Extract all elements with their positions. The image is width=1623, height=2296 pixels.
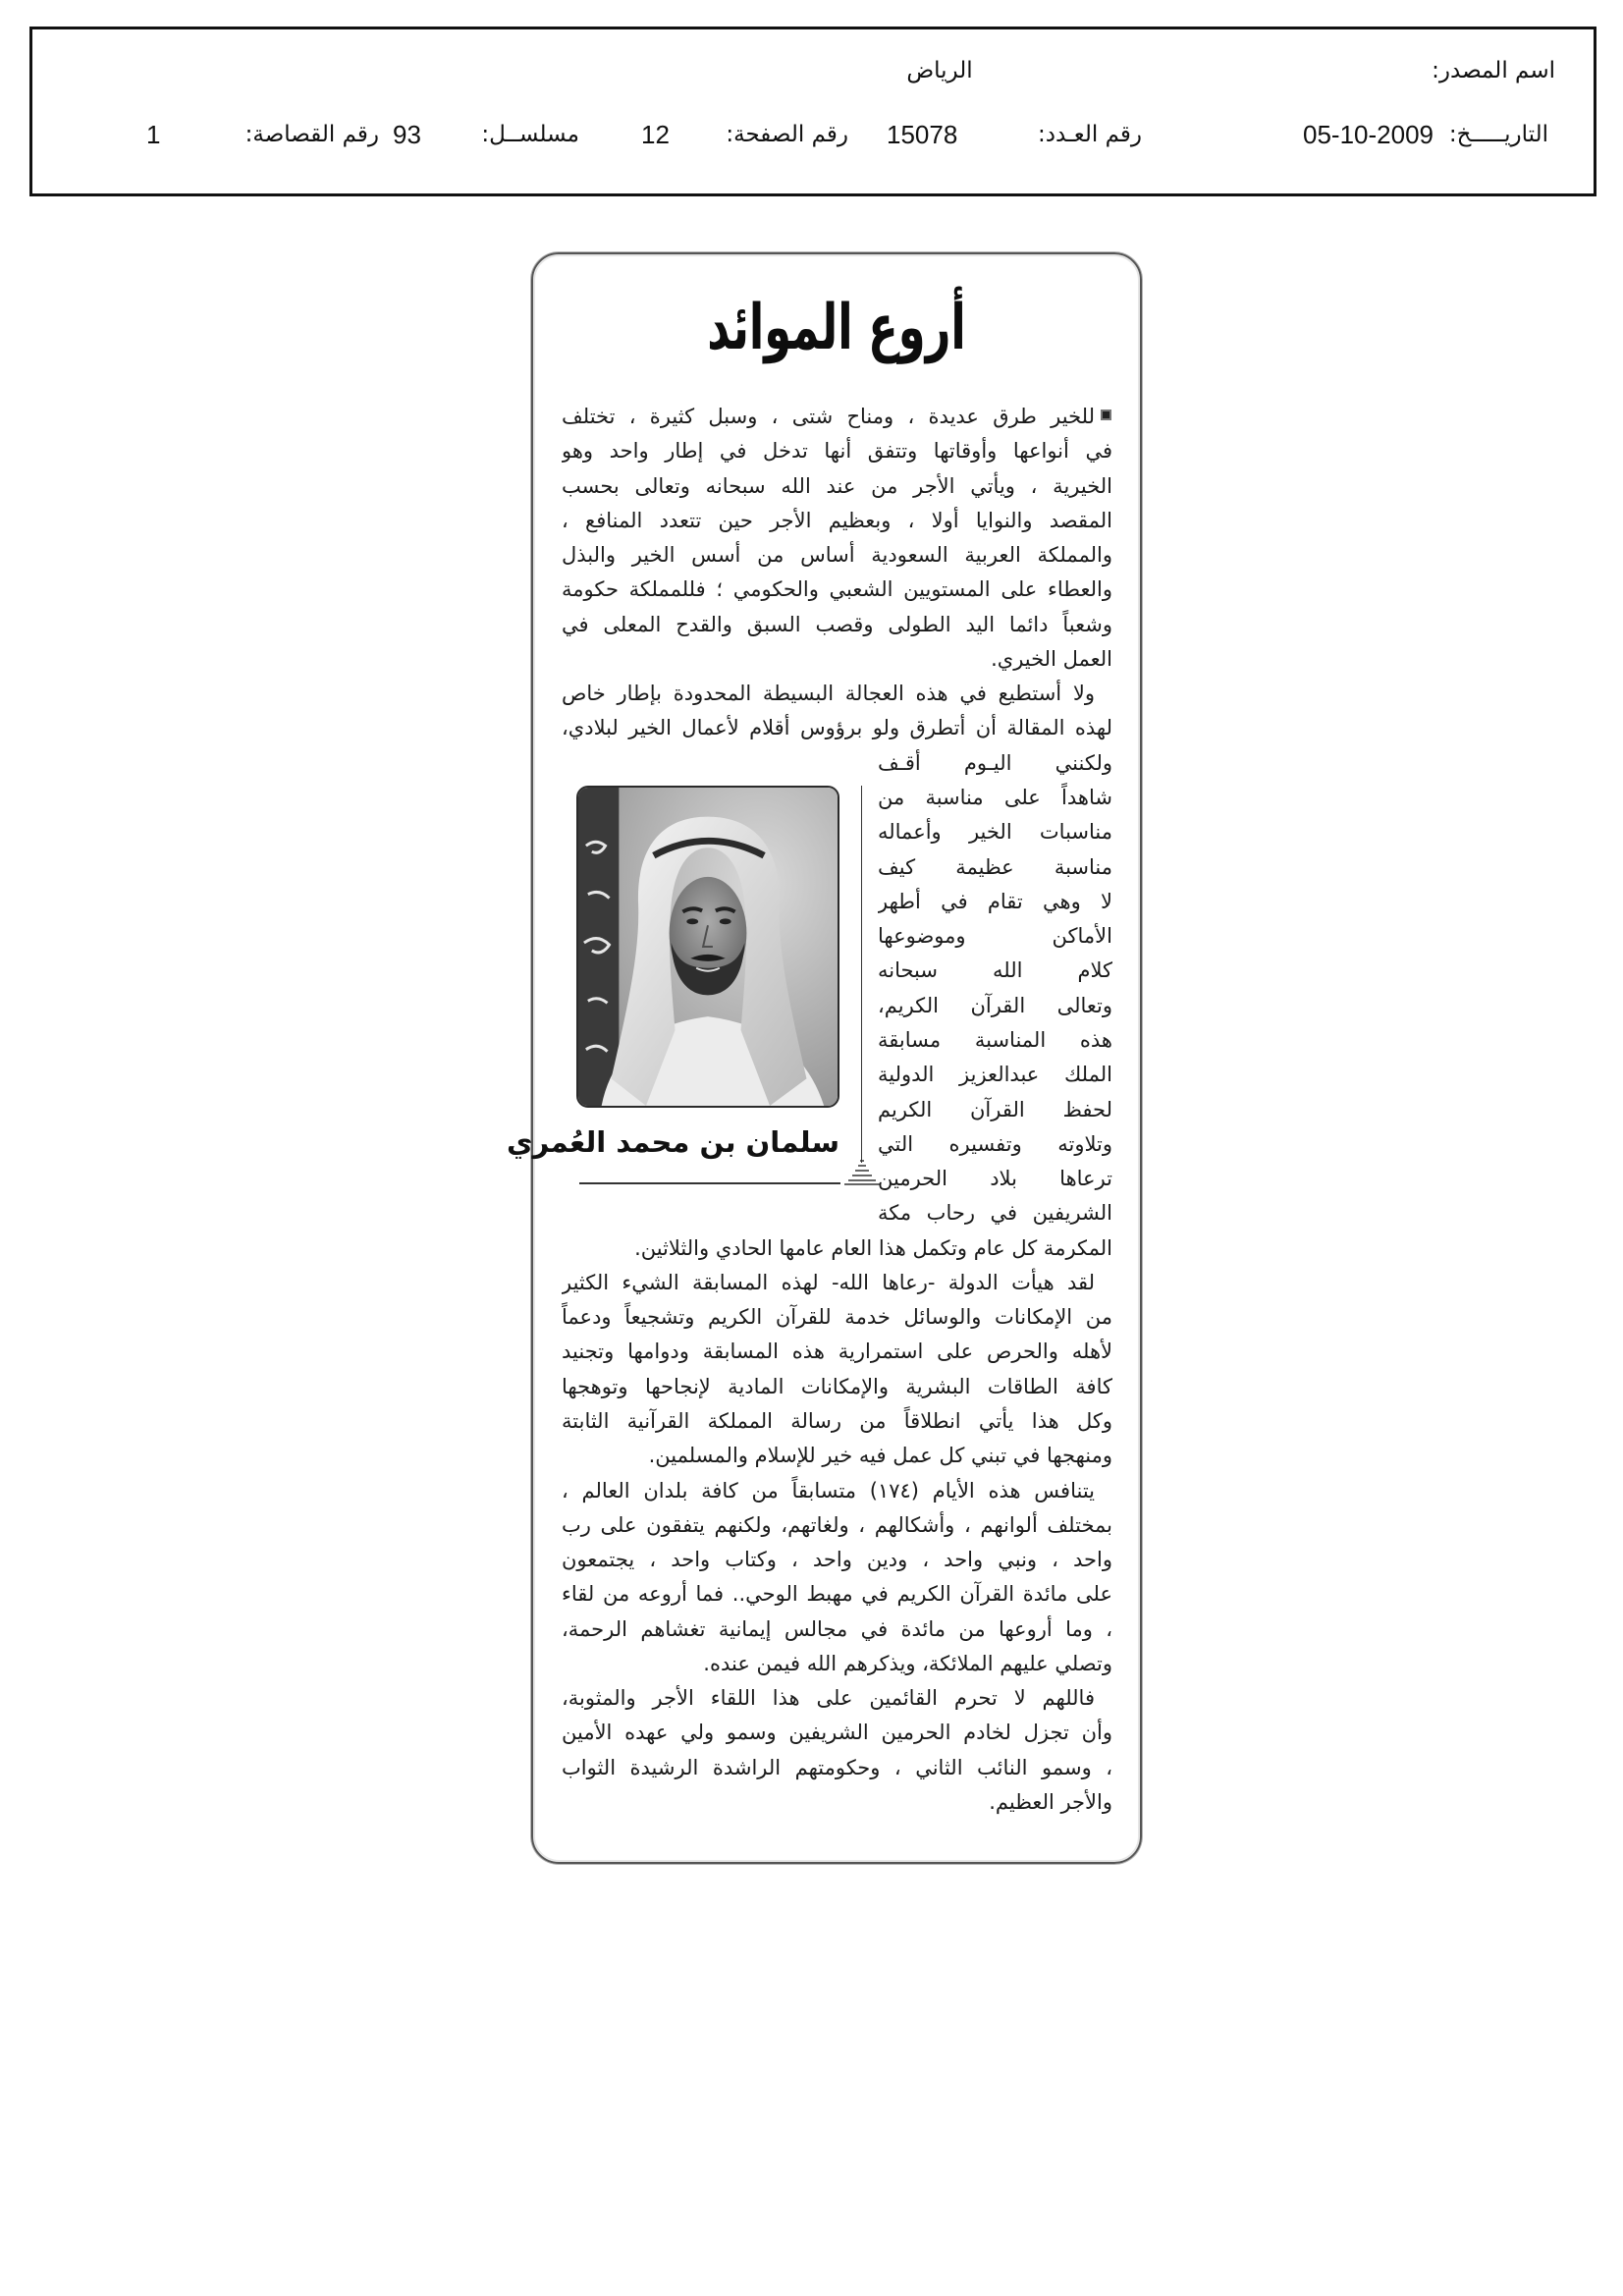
article-line: وتصلي عليهم الملائكة، ويذكرهم الله فيمن عنده. [703, 1651, 1112, 1675]
author-portrait [578, 788, 838, 1106]
page-number-label: رقم الصفحة: [726, 122, 848, 147]
article-line: للخير طرق عديدة ، ومناح شتى ، وسبل كثيرة ، تختلف [562, 405, 1095, 428]
article-line: والعطاء على المستويين الشعبي والحكومي ؛ فللمملكة حكومة [562, 577, 1112, 602]
serial-label: مسلســل: [481, 122, 579, 147]
column-divider [861, 786, 862, 1163]
source-label: اسم المصدر: [1432, 58, 1555, 83]
article-line: المقصد والنوايا أولا ، وبعظيم الأجر حين تتعدد المنافع ، [562, 508, 1112, 532]
article-line: وأن تجزل لخادم الحرمين الشريفين وسمو ولي عهده الأمين [562, 1721, 1112, 1745]
date-value: 05-10-2009 [1303, 120, 1434, 149]
article-line: والأجر العظيم. [989, 1790, 1112, 1814]
article-line: الملك عبدالعزيز الدولية [878, 1063, 1112, 1087]
article-line: الأماكن وموضوعها [878, 924, 1112, 949]
caption-underline [579, 1182, 840, 1184]
article-line: يتنافس هذه الأيام (١٧٤) متسابقاً من كافة بلدان العالم ، [562, 1478, 1095, 1503]
article-line: وتلاوته وتفسيره التي [878, 1131, 1112, 1156]
date-label: التاريـــــخ: [1448, 122, 1548, 147]
article-line: الخيرية ، ويأتي الأجر من عند الله سبحانه وتعالى بحسب [562, 473, 1112, 498]
article-line: لحفظ القرآن الكريم [878, 1097, 1112, 1121]
author-photo [576, 786, 839, 1108]
article-line: الشريفين في رحاب مكة [878, 1201, 1112, 1226]
article-line: كلام الله سبحانه [878, 958, 1112, 983]
article-line: شاهداً على مناسبة من [878, 786, 1112, 810]
issue-number-label: رقم العـدد: [1037, 122, 1142, 147]
article-line: لهذه المقالة أن أتطرق ولو برؤوس أقلام لأعمال الخير لبلادي، [562, 716, 1112, 740]
article-line: وتعالى القرآن الكريم، [878, 993, 1112, 1017]
author-name-caption: سلمان بن محمد العُمري [506, 1125, 839, 1159]
metadata-header [29, 27, 1596, 196]
article-line: العمل الخيري. [991, 646, 1112, 671]
serial-value: 93 [393, 120, 421, 149]
article-line: ، وما أروعها من مائدة في مجالس إيمانية تغشاهم الرحمة، [562, 1616, 1112, 1641]
article-line: فاللهم لا تحرم القائمين على هذا اللقاء الأجر والمثوبة، [562, 1686, 1095, 1711]
issue-number-value: 15078 [887, 120, 958, 149]
article-line: في أنواعها وأوقاتها وتتفق أنها تدخل في إطار واحد وهو [562, 439, 1112, 464]
article-line: ترعاها بلاد الحرمين [878, 1167, 1112, 1191]
article-title: أروع الموائد [707, 292, 966, 364]
article-line: لا وهي تقام في أطهر [878, 889, 1112, 913]
article-line: وشعباً دائما اليد الطولى وقصب السبق والقدح المعلى في [562, 612, 1112, 636]
article-line: المكرمة كل عام وتكمل هذا العام عامها الحادي والثلاثين. [634, 1235, 1112, 1260]
article-line: ومنهجها في تبني كل عمل فيه خير للإسلام والمسلمين. [648, 1444, 1112, 1468]
article-line: ولا أستطيع في هذه العجالة البسيطة المحدودة بإطار خاص [562, 682, 1095, 706]
page-number-value: 12 [641, 120, 670, 149]
article-line: مناسبة عظيمة كيف [878, 854, 1112, 879]
pyramid-ornament-icon [843, 1159, 881, 1186]
article-line: مناسبات الخير وأعماله [878, 820, 1112, 845]
article-line: ، وسمو النائب الثاني ، وحكومتهم الراشدة الرشيدة الثواب [562, 1755, 1112, 1779]
article-line: لقد هيأت الدولة -رعاها الله- لهذه المسابقة الشيء الكثير [562, 1270, 1095, 1294]
article-line: هذه المناسبة مسابقة [878, 1027, 1112, 1052]
clipping-number-label: رقم القصاصة: [244, 122, 379, 147]
article-line: لأهله والحرص على استمرارية هذه المسابقة ودوامها وتجنيد [562, 1339, 1112, 1364]
article-line: على مائدة القرآن الكريم في مهبط الوحي.. فما أروعه من لقاء [562, 1582, 1112, 1607]
article-line: بمختلف ألوانهم ، وأشكالهم ، ولغاتهم، ولكنهم يتفقون على رب [562, 1512, 1112, 1537]
clipping-number-value: 1 [146, 120, 161, 149]
article-line: ولكنني اليـوم أقـف [878, 750, 1112, 775]
article-line: من الإمكانات والوسائل خدمة للقرآن الكريم وتشجيعاً ودعماً [562, 1305, 1112, 1330]
article-line: والمملكة العربية السعودية أساس من أسس الخير والبذل [562, 543, 1112, 568]
source-value: الرياض [906, 58, 973, 83]
article-line: واحد ، ونبي واحد ، ودين واحد ، وكتاب واحد ، يجتمعون [562, 1548, 1112, 1572]
article-line: كافة الطاقات البشرية والإمكانات المادية لإنجاحها وتوهجها [562, 1374, 1112, 1398]
article-line: وكل هذا يأتي انطلاقاً من رسالة المملكة القرآنية الثابتة [562, 1408, 1112, 1433]
